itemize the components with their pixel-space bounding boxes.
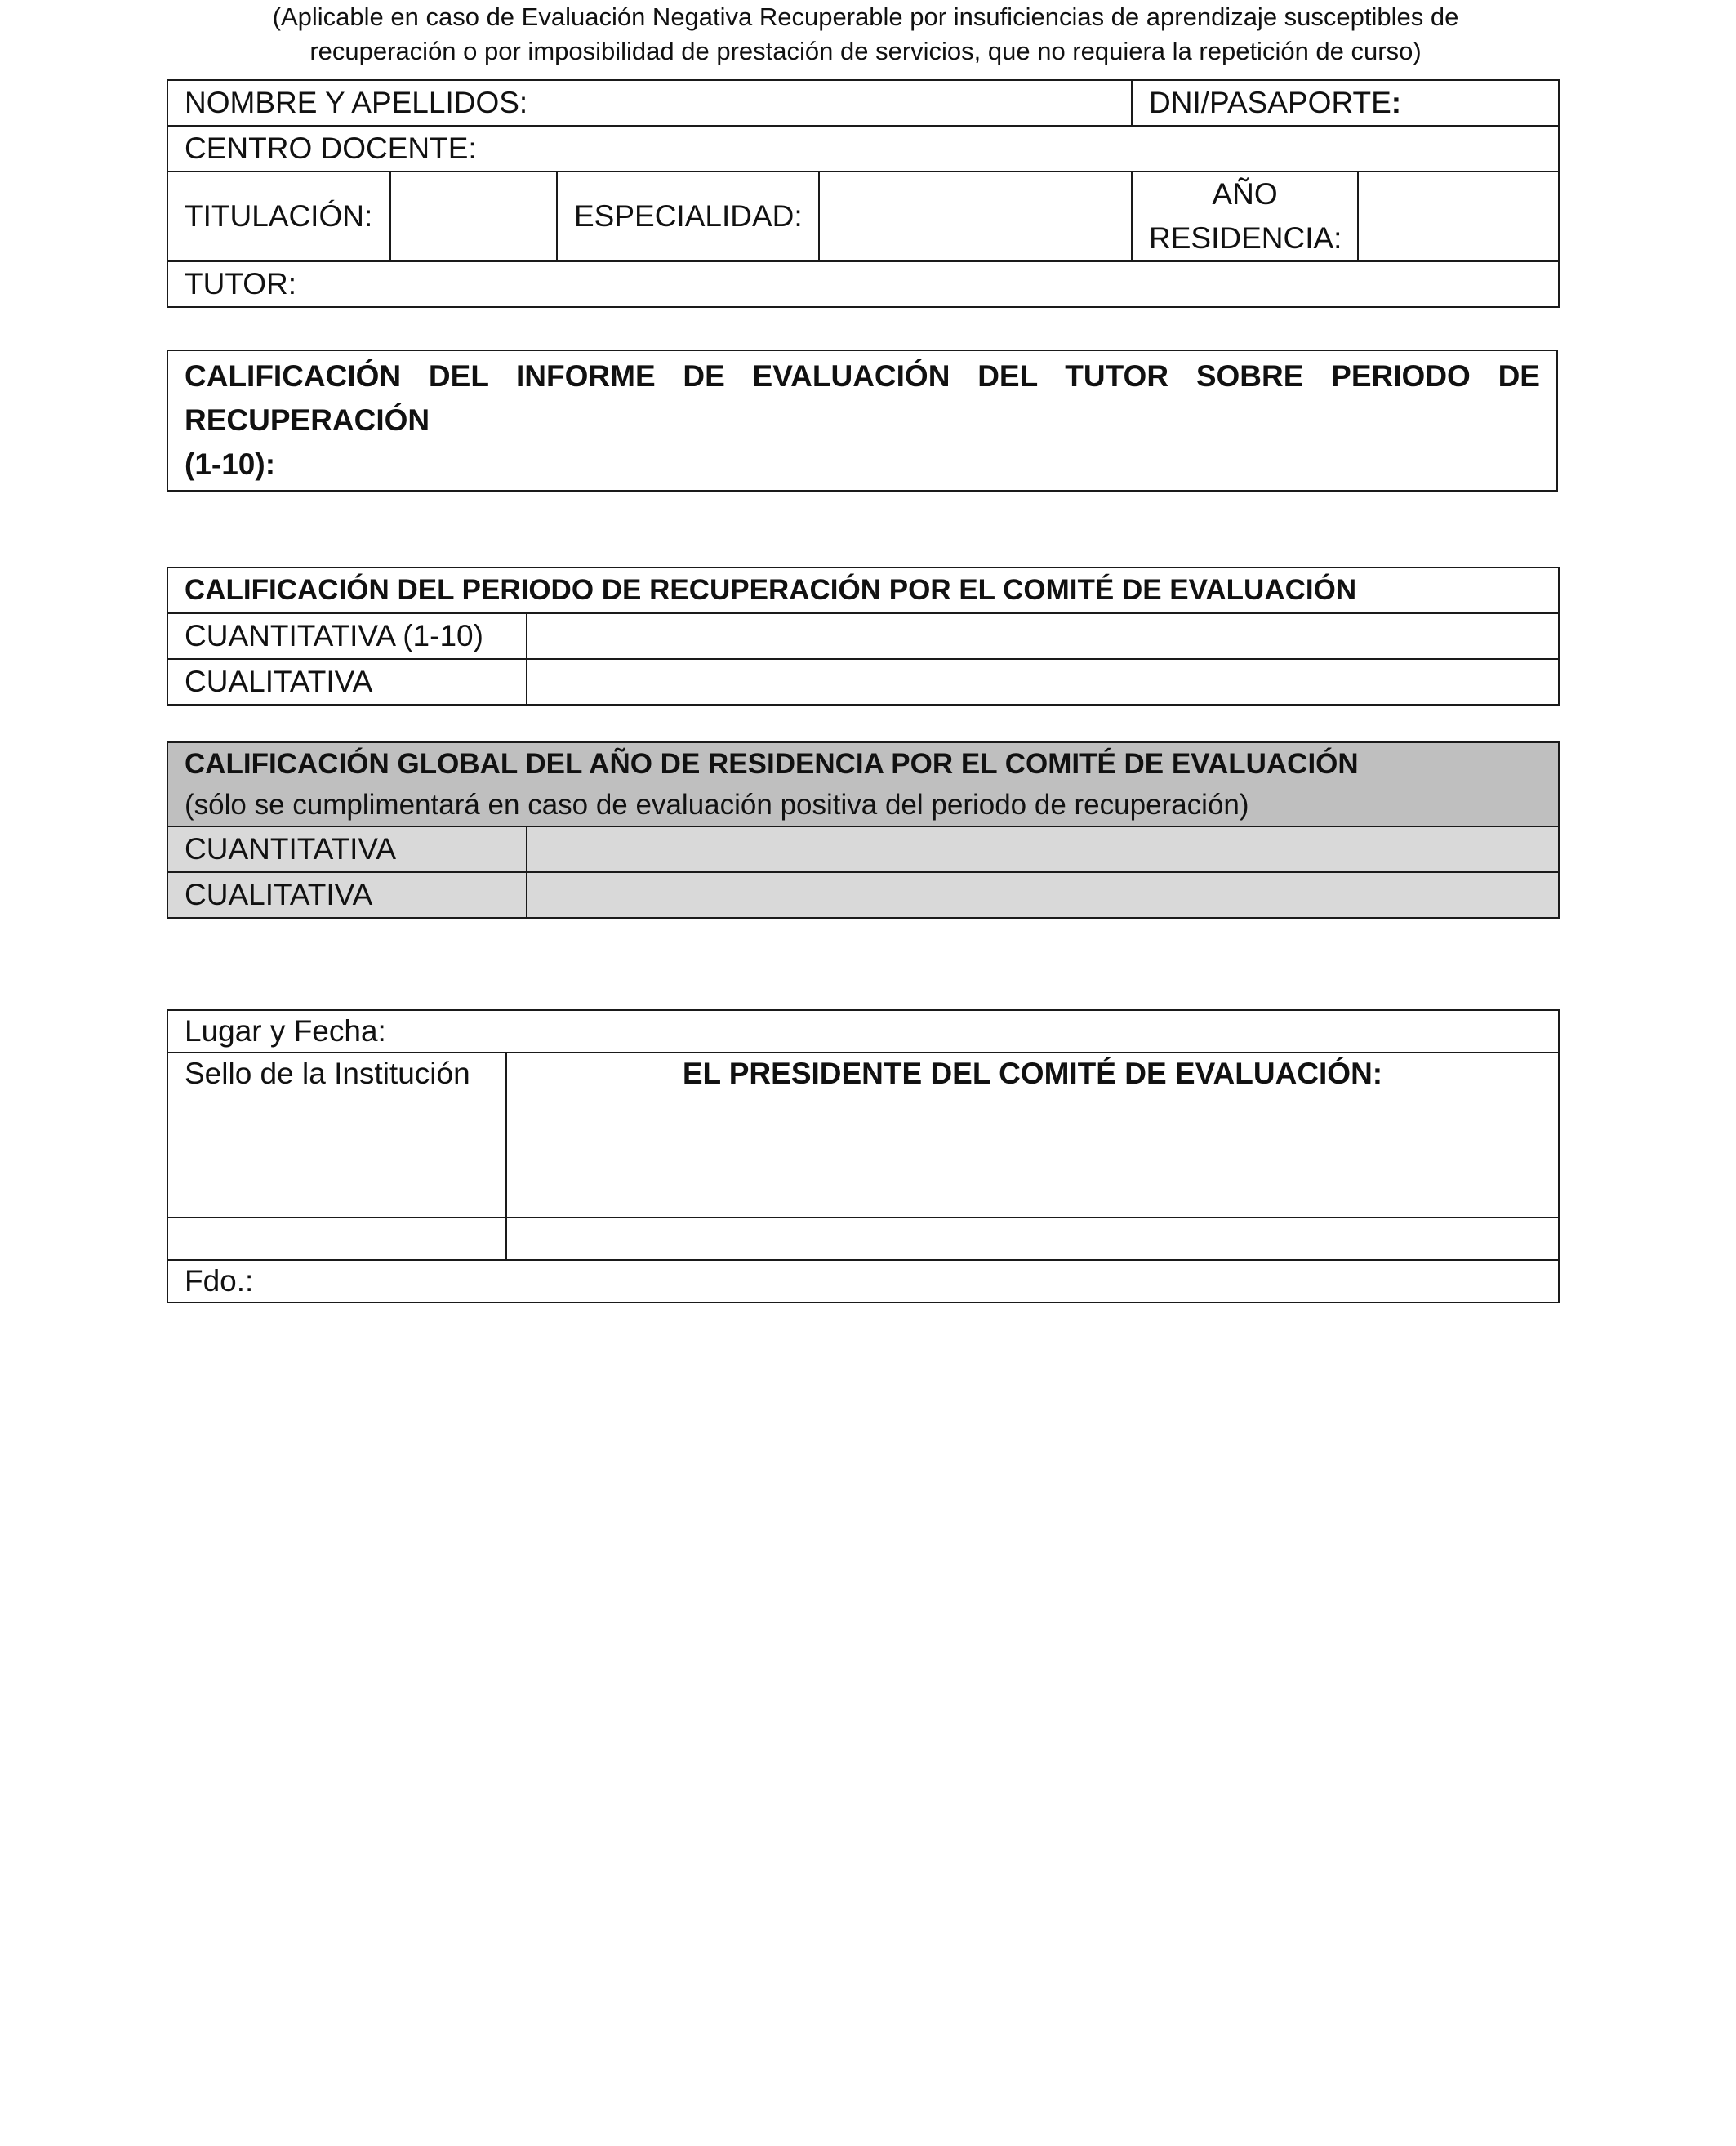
especialidad-value[interactable] xyxy=(819,171,1132,261)
informe-tutor-label: CALIFICACIÓN DEL INFORME DE EVALUACIÓN DEL TUTOR SOBRE PERIODO DE RECUPERACIÓN xyxy=(185,359,1540,437)
nombre-apellidos-label: NOMBRE Y APELLIDOS: xyxy=(185,86,528,119)
blank-cell-left[interactable] xyxy=(167,1218,506,1260)
subtitle xyxy=(167,0,1564,69)
ano-residencia-value[interactable] xyxy=(1358,171,1559,261)
blank-cell-right[interactable] xyxy=(506,1218,1559,1260)
sello-institucion-label: Sello de la Institución xyxy=(185,1057,470,1090)
calificacion-global-header-cell xyxy=(167,742,1559,826)
especialidad-label: ESPECIALIDAD: xyxy=(557,171,819,261)
subtitle-line-2: recuperación o por imposibilidad de prestación de servicios, que no requiera la repetición de curso) xyxy=(309,37,1422,65)
firma-table xyxy=(167,1009,1560,1303)
dni-pasaporte-field[interactable] xyxy=(1132,80,1559,126)
titulacion-value[interactable] xyxy=(390,171,557,261)
titulacion-label: TITULACIÓN: xyxy=(167,171,390,261)
informe-tutor-field[interactable] xyxy=(167,350,1557,491)
global-cualitativa-value[interactable] xyxy=(527,872,1559,918)
global-cuantitativa-label: CUANTITATIVA xyxy=(167,826,527,872)
calificacion-global-header: CALIFICACIÓN GLOBAL DEL AÑO DE RESIDENCIA POR EL COMITÉ DE EVALUACIÓN xyxy=(185,747,1359,780)
sello-institucion-cell[interactable] xyxy=(167,1053,506,1218)
dni-pasaporte-label: DNI/PASAPORTE xyxy=(1149,86,1391,119)
comite-cualitativa-label: CUALITATIVA xyxy=(167,659,527,705)
comite-cualitativa-value[interactable] xyxy=(527,659,1559,705)
ano-residencia-label: AÑO RESIDENCIA: xyxy=(1132,171,1358,261)
tutor-field[interactable] xyxy=(167,261,1559,307)
nombre-apellidos-field[interactable] xyxy=(167,80,1132,126)
centro-docente-label: CENTRO DOCENTE: xyxy=(185,131,477,165)
comite-recuperacion-header: CALIFICACIÓN DEL PERIODO DE RECUPERACIÓN POR EL COMITÉ DE EVALUACIÓN xyxy=(167,568,1559,613)
calificacion-global-table xyxy=(167,741,1560,919)
comite-cuantitativa-value[interactable] xyxy=(527,613,1559,659)
lugar-fecha-field[interactable] xyxy=(167,1010,1559,1053)
subtitle-line-1: (Aplicable en caso de Evaluación Negativa Recuperable por insuficiencias de aprendizaje susceptibles de xyxy=(272,2,1459,31)
presidente-comite-label: EL PRESIDENTE DEL COMITÉ DE EVALUACIÓN: xyxy=(682,1057,1383,1090)
tutor-label: TUTOR: xyxy=(185,267,297,301)
comite-recuperacion-table xyxy=(167,567,1560,706)
lugar-fecha-label: Lugar y Fecha: xyxy=(185,1014,386,1048)
dni-colon: : xyxy=(1391,86,1402,119)
fdo-label: Fdo.: xyxy=(185,1264,254,1298)
global-cuantitativa-value[interactable] xyxy=(527,826,1559,872)
informe-tutor-table xyxy=(167,350,1558,492)
calificacion-global-note: (sólo se cumplimentará en caso de evaluación positiva del periodo de recuperación) xyxy=(185,788,1249,821)
global-cualitativa-label: CUALITATIVA xyxy=(167,872,527,918)
presidente-comite-cell[interactable] xyxy=(506,1053,1559,1218)
fdo-field[interactable] xyxy=(167,1260,1559,1302)
identification-table xyxy=(167,79,1560,308)
informe-tutor-range: (1-10): xyxy=(185,447,276,481)
comite-cuantitativa-label: CUANTITATIVA (1-10) xyxy=(167,613,527,659)
centro-docente-field[interactable] xyxy=(167,126,1559,171)
